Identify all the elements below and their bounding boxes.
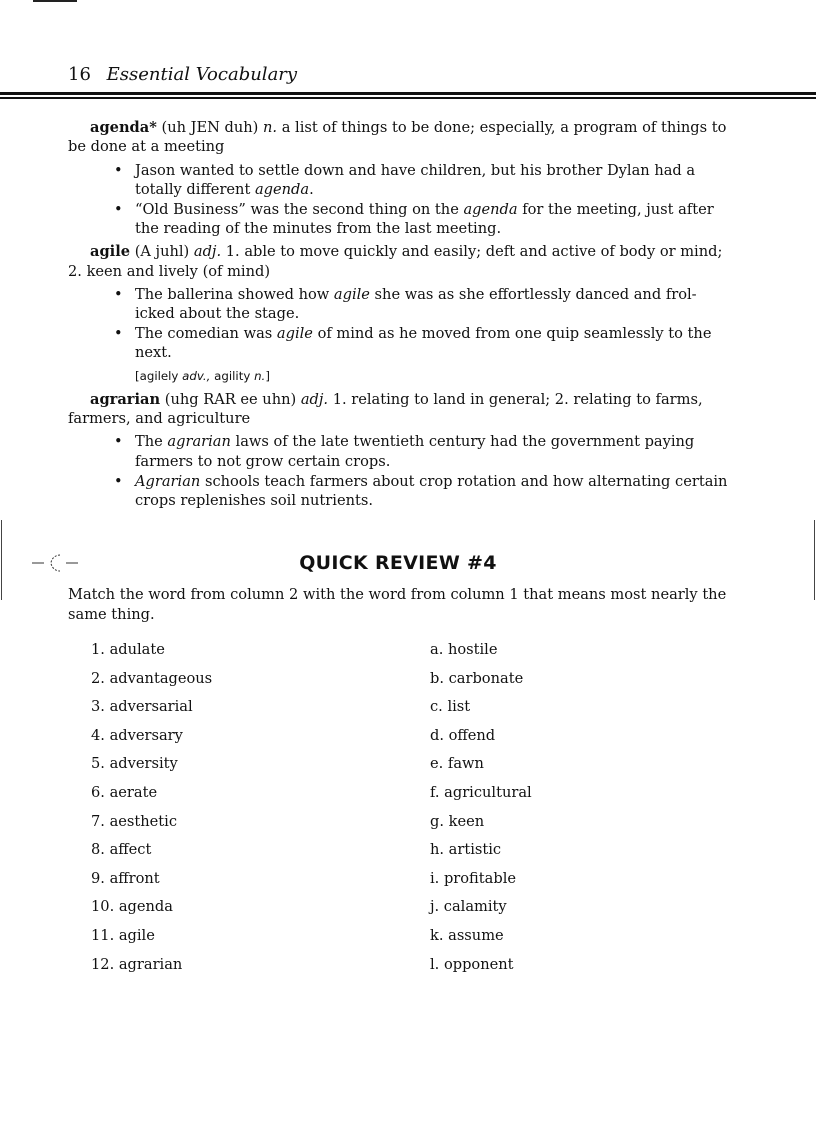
entry-agenda <box>68 118 728 157</box>
column-1-item: 8. affect <box>91 841 152 859</box>
column-2-item: c. list <box>430 698 471 716</box>
example-list <box>68 285 728 363</box>
part-of-speech: adj. <box>193 243 222 261</box>
quick-review-title: QUICK REVIEW #4 <box>299 552 497 574</box>
column-2-item: e. fawn <box>430 755 484 773</box>
column-1-item: 7. aesthetic <box>91 812 177 830</box>
column-2-item: g. keen <box>430 812 485 830</box>
column-2-item: i. profitable <box>430 869 516 887</box>
example-list <box>68 432 728 510</box>
example-sentence: • Jason wanted to settle down and have children, but his brother Dylan had a totally different agenda. <box>135 161 728 200</box>
page-number: 16 <box>68 64 91 85</box>
column-2 <box>430 640 532 983</box>
definition: 1. relating to land in general; 2. relating to farms, farmers, and agriculture <box>68 390 703 428</box>
column-1-item: 1. adulate <box>91 641 165 658</box>
column-2-item: l. opponent <box>430 955 514 973</box>
definition: 1. able to move quickly and easily; deft and active of body or mind; 2. keen and lively (of mind) <box>68 243 723 280</box>
column-1-item: 11. agile <box>91 926 155 944</box>
example-list <box>68 161 728 239</box>
derivatives: [agilely adv., agility n.] <box>135 368 270 383</box>
column-2-item: b. carbonate <box>430 669 524 687</box>
part-of-speech: adj. <box>300 390 329 408</box>
entry-agrarian <box>68 390 728 429</box>
quick-review-instructions: Match the word from column 2 with the word from column 1 that means most nearly the same thing. <box>68 586 727 623</box>
running-header <box>68 64 297 85</box>
column-1-item: 3. adversarial <box>91 698 193 716</box>
headword: agenda* <box>90 119 157 136</box>
example-sentence: • The ballerina showed how agile she was as she effortlessly danced and frol-icked about the stage. <box>135 285 728 324</box>
pronunciation: (uhg RAR ee uhn) <box>164 390 297 408</box>
column-2-item: a. hostile <box>430 641 498 658</box>
headword: agile <box>90 243 131 261</box>
entry-agile <box>68 242 728 281</box>
example-sentence: • The comedian was agile of mind as he moved from one quip seamlessly to the next. <box>135 324 728 363</box>
example-sentence: • Agrarian schools teach farmers about crop rotation and how alternating certain crops replenishes soil nutrients. <box>135 472 728 511</box>
column-1-item: 2. advantageous <box>91 669 213 687</box>
column-2-item: d. offend <box>430 726 496 744</box>
book-title: Essential Vocabulary <box>106 64 298 85</box>
example-sentence: • The agrarian laws of the late twentieth century had the government paying farmers to not grow certain crops. <box>135 432 728 471</box>
header-rule <box>0 92 816 95</box>
pronunciation: (uh JEN duh) <box>161 119 259 136</box>
right-margin-mark <box>814 520 815 600</box>
column-1-item: 4. adversary <box>91 726 183 744</box>
vocabulary-entries <box>68 118 728 514</box>
column-1-item: 10. agenda <box>91 898 173 916</box>
headword: agrarian <box>90 390 161 408</box>
column-2-item: h. artistic <box>430 841 502 859</box>
top-crop-line <box>33 0 77 2</box>
column-2-item: f. agricultural <box>430 783 532 801</box>
definition: a list of things to be done; especially, a program of things to be done at a meeting <box>68 119 727 156</box>
column-1-item: 9. affront <box>91 869 160 887</box>
column-2-item: j. calamity <box>430 898 507 916</box>
column-1 <box>91 640 212 983</box>
column-2-item: k. assume <box>430 926 504 944</box>
header-rule-secondary <box>0 97 816 99</box>
column-1-item: 6. aerate <box>91 783 158 801</box>
column-1-item: 5. adversity <box>91 755 178 773</box>
example-sentence: • “Old Business” was the second thing on the agenda for the meeting, just after the reading of the minutes from the last meeting. <box>135 200 728 239</box>
column-1-item: 12. agrarian <box>91 955 183 973</box>
part-of-speech: n. <box>263 119 278 136</box>
pronunciation: (A juhl) <box>134 243 190 261</box>
